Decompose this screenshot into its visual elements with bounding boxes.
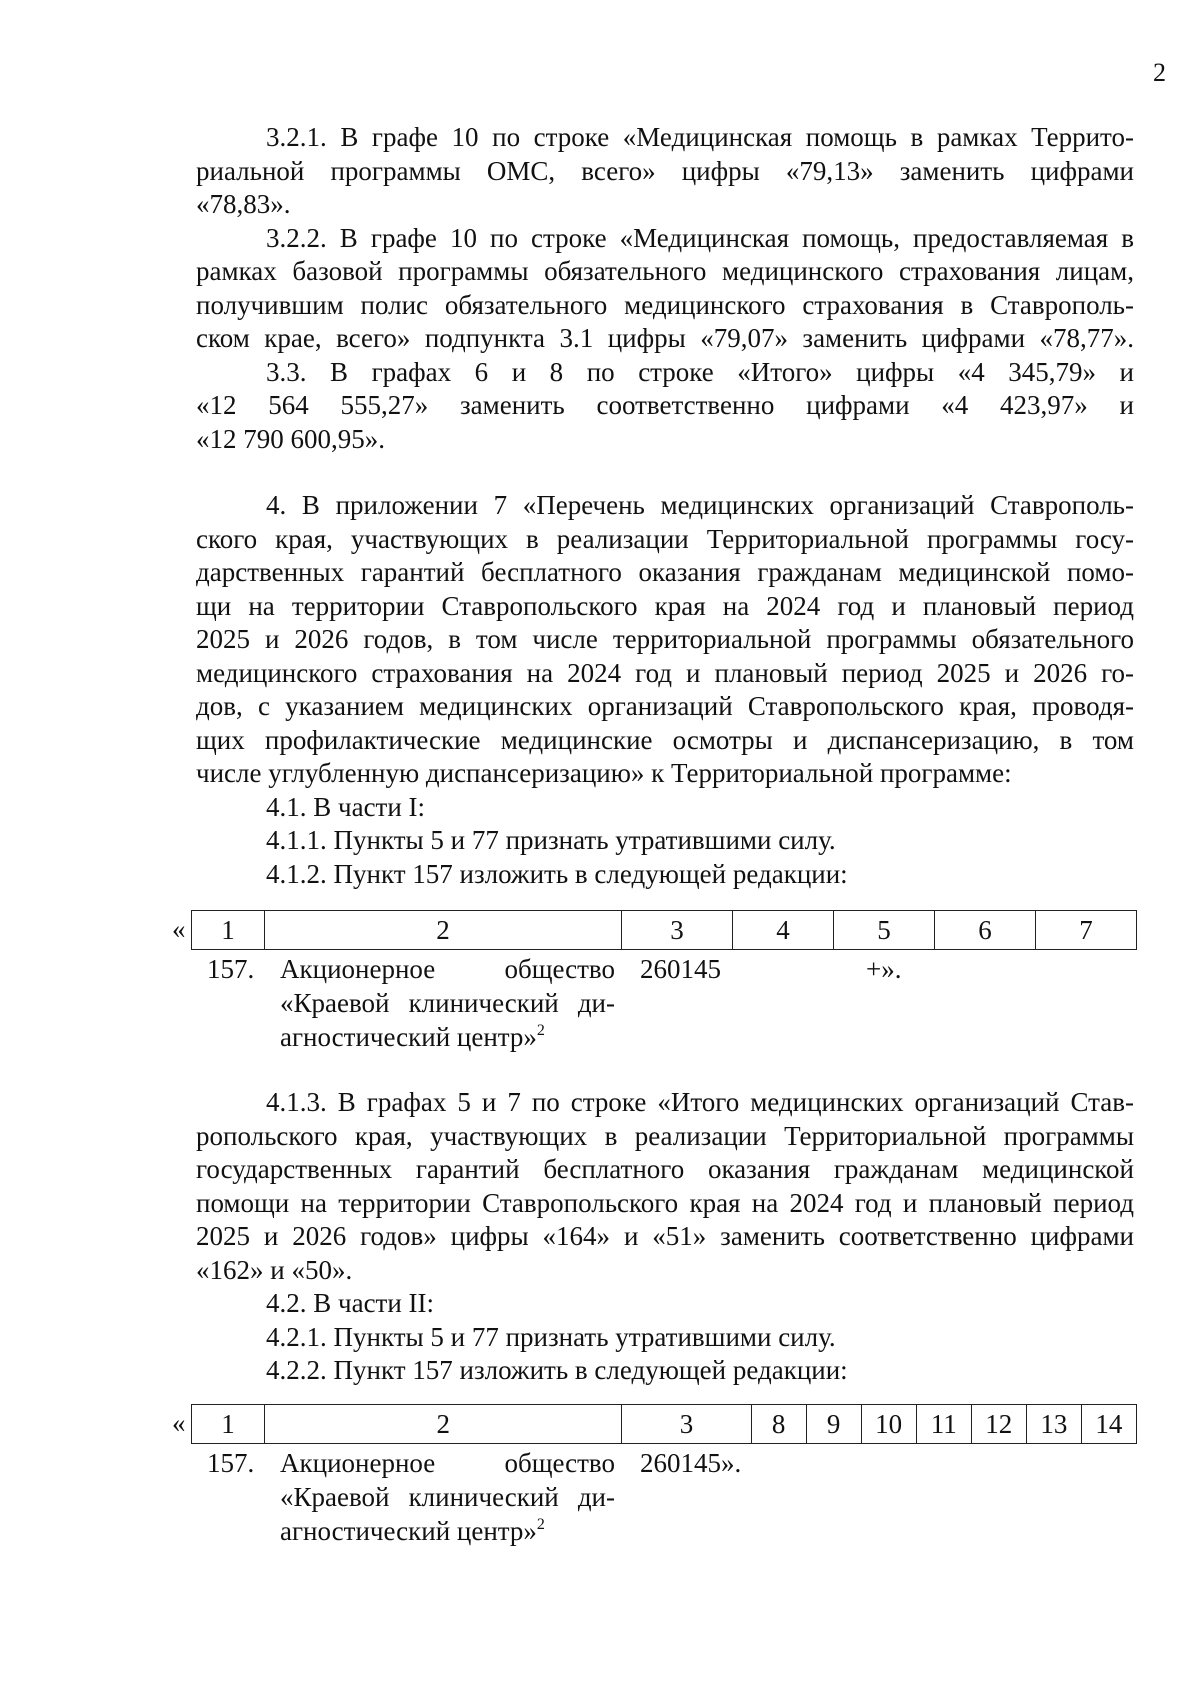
text-line: ропольского края, участвующих в реализации Территориальной программы: [196, 1120, 1134, 1151]
page-number: 2: [1153, 58, 1166, 87]
text-line: 3.2.1. В графе 10 по строке «Медицинская помощь в рамках Террито-: [266, 122, 1134, 152]
row-number: 157.: [207, 954, 255, 984]
text-line: «Краевой клинический ди-: [280, 1482, 615, 1512]
text-line: [280, 1020, 615, 1054]
column-header: 1: [192, 1405, 265, 1444]
organization-name: [280, 1446, 615, 1548]
column-header: 6: [935, 911, 1036, 950]
organization-code: 260145».: [640, 1448, 742, 1478]
column-header: 7: [1036, 911, 1137, 950]
column-header: 3: [622, 1405, 751, 1444]
table-part-1-header: [191, 910, 1137, 950]
footnote-marker: 2: [536, 1516, 545, 1533]
text-line: получившим полис обязательного медицинского страхования в Ставрополь-: [196, 289, 1134, 320]
column-header: 8: [751, 1405, 806, 1444]
column-header: 12: [971, 1405, 1026, 1444]
column-header: 2: [265, 911, 622, 950]
column-header: 5: [834, 911, 935, 950]
column-header: 13: [1026, 1405, 1081, 1444]
text-line: дарственных гарантий бесплатного оказания гражданам медицинской помо-: [196, 557, 1134, 587]
column-header: 4: [733, 911, 834, 950]
column-header: 2: [265, 1405, 622, 1444]
text-line: [280, 1514, 615, 1548]
open-quote: «: [172, 1408, 186, 1438]
text-line: ском крае, всего» подпункта 3.1 цифры «79,07» заменить цифрами «78,77».: [196, 323, 1134, 353]
text-line: ского края, участвующих в реализации Территориальной программы госу-: [196, 523, 1134, 554]
column-header: 11: [916, 1405, 971, 1444]
text-line: 4.2.1. Пункты 5 и 77 признать утратившими силу.: [266, 1321, 836, 1352]
column-header: 9: [806, 1405, 861, 1444]
text-fragment: агностический центр»: [280, 1516, 537, 1546]
text-line: 4. В приложении 7 «Перечень медицинских организаций Ставрополь-: [266, 490, 1134, 520]
row-number: 157.: [207, 1448, 255, 1478]
column-header: 10: [861, 1405, 916, 1444]
text-line: 2025 и 2026 годов» цифры «164» и «51» заменить соответственно цифрами: [196, 1221, 1134, 1251]
column-header: 3: [622, 911, 733, 950]
text-line: государственных гарантий бесплатного оказания гражданам медицинской: [196, 1154, 1134, 1184]
section-amendments-3: [196, 121, 1134, 456]
column-5-value: +».: [866, 954, 902, 984]
text-line: рамках базовой программы обязательного медицинского страхования лицам,: [196, 256, 1134, 286]
text-line: «78,83».: [196, 189, 291, 219]
text-line: Акционерное общество: [280, 1448, 615, 1478]
text-line: 4.2.2. Пункт 157 изложить в следующей редакции:: [266, 1355, 848, 1385]
text-line: 2025 и 2026 годов, в том числе территориальной программы обязательного: [196, 624, 1134, 654]
text-fragment: агностический центр»: [280, 1022, 537, 1052]
text-line: медицинского страхования на 2024 год и плановый период 2025 и 2026 го-: [196, 657, 1134, 688]
section-amendments-4-1-3: [196, 1086, 1134, 1388]
text-line: 3.3. В графах 6 и 8 по строке «Итого» цифры «4 345,79» и: [266, 356, 1134, 387]
text-line: помощи на территории Ставропольского края на 2024 год и плановый период: [196, 1187, 1134, 1218]
text-line: «Краевой клинический ди-: [280, 988, 615, 1018]
section-amendments-4: [196, 489, 1134, 891]
organization-name: [280, 952, 615, 1054]
text-line: 4.1. В части I:: [266, 791, 426, 822]
text-line: 4.1.1. Пункты 5 и 77 признать утратившими силу.: [266, 825, 836, 855]
text-line: числе углубленную диспансеризацию» к Территориальной программе:: [196, 758, 1012, 788]
table-row: [0, 952, 1200, 1062]
table-row: [0, 1446, 1200, 1556]
text-line: 4.2. В части II:: [266, 1288, 435, 1318]
text-line: Акционерное общество: [280, 954, 615, 984]
text-line: щи на территории Ставропольского края на 2024 год и плановый период: [196, 590, 1134, 621]
text-line: риальной программы ОМС, всего» цифры «79,13» заменить цифрами: [196, 155, 1134, 186]
text-line: 4.1.2. Пункт 157 изложить в следующей редакции:: [266, 858, 848, 889]
text-line: «12 564 555,27» заменить соответственно цифрами «4 423,97» и: [196, 390, 1134, 420]
organization-code: 260145: [640, 954, 721, 984]
text-line: 4.1.3. В графах 5 и 7 по строке «Итого медицинских организаций Став-: [266, 1087, 1134, 1117]
text-line: «162» и «50».: [196, 1254, 353, 1285]
text-line: «12 790 600,95».: [196, 423, 385, 454]
column-header: 1: [192, 911, 265, 950]
footnote-marker: 2: [536, 1022, 545, 1039]
text-line: 3.2.2. В графе 10 по строке «Медицинская помощь, предоставляемая в: [266, 222, 1134, 253]
text-line: дов, с указанием медицинских организаций Ставропольского края, проводя-: [196, 691, 1134, 721]
open-quote: «: [172, 914, 186, 944]
column-header: 14: [1081, 1405, 1136, 1444]
text-line: щих профилактические медицинские осмотры и диспансеризацию, в том: [196, 724, 1134, 755]
table-part-2-header: [191, 1404, 1137, 1444]
